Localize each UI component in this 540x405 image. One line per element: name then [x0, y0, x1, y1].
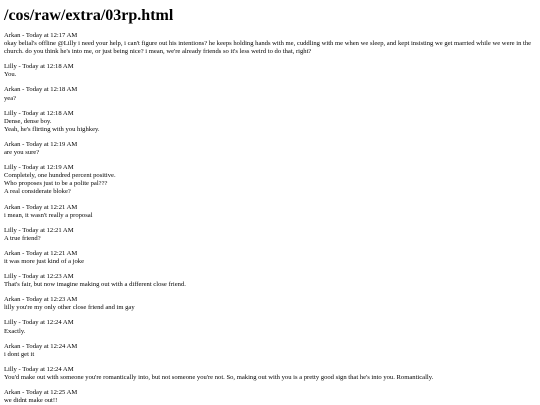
- message-text: yea?: [4, 94, 17, 102]
- message-header: Arkan - Today at 12:24 AM: [4, 342, 78, 350]
- message-text: Who proposes just to be a polite pal???: [4, 180, 108, 188]
- message-text: Completely, one hundred percent positive.: [4, 172, 116, 180]
- message-text: okay belial's offline @Lilly i need your help, i can't figure out his intentions? he keeps holding hands with me, cuddling with me when we sleep, and kept insisting we get married while we were in the church. do you think he's into me, or just being nice? i mean, we're already friends so it's less weird to do that, right?: [4, 40, 532, 56]
- chat-message: [4, 141, 536, 157]
- message-text: we didnt make out!!: [4, 397, 58, 405]
- message-header: Lilly - Today at 12:23 AM: [4, 273, 74, 281]
- message-list: [4, 32, 536, 405]
- message-text: That's fair, but now imagine making out with a different close friend.: [4, 281, 186, 289]
- message-text: Yeah, he's flirting with you highkey.: [4, 125, 100, 133]
- message-header: Lilly - Today at 12:19 AM: [4, 164, 74, 172]
- chat-message: [4, 250, 536, 266]
- chat-message: [4, 110, 536, 134]
- chat-message: [4, 273, 536, 289]
- chat-message: [4, 343, 536, 359]
- message-header: Lilly - Today at 12:24 AM: [4, 365, 74, 373]
- message-text: A true friend?: [4, 234, 41, 242]
- chat-message: [4, 296, 536, 312]
- message-text: Exactly.: [4, 327, 26, 335]
- message-text: i dont get it: [4, 350, 35, 358]
- message-header: Lilly - Today at 12:24 AM: [4, 319, 74, 327]
- chat-message: [4, 389, 536, 405]
- message-header: Lilly - Today at 12:18 AM: [4, 63, 74, 71]
- message-header: Arkan - Today at 12:25 AM: [4, 389, 78, 396]
- chat-message: [4, 86, 536, 102]
- message-header: Lilly - Today at 12:21 AM: [4, 226, 74, 234]
- message-header: Lilly - Today at 12:18 AM: [4, 109, 74, 117]
- message-header: Arkan - Today at 12:18 AM: [4, 86, 78, 94]
- chat-message: [4, 164, 536, 196]
- chat-message: [4, 204, 536, 220]
- message-text: i mean, it wasn't really a proposal: [4, 211, 93, 219]
- chat-message: [4, 32, 536, 56]
- message-header: Arkan - Today at 12:21 AM: [4, 203, 78, 211]
- message-text: it was more just kind of a joke: [4, 257, 85, 265]
- message-text: A real considerate bloke?: [4, 188, 71, 196]
- message-header: Arkan - Today at 12:23 AM: [4, 296, 78, 304]
- message-header: Arkan - Today at 12:17 AM: [4, 32, 78, 39]
- message-text: You'd make out with someone you're romantically into, but not someone you're not. So, making out with you is a pretty good sign that he's into you. Romantically.: [4, 373, 434, 381]
- page-title: /cos/raw/extra/03rp.html: [4, 7, 174, 24]
- chat-message: [4, 63, 536, 79]
- message-header: Arkan - Today at 12:19 AM: [4, 140, 78, 148]
- chat-message: [4, 366, 536, 382]
- message-text: are you sure?: [4, 149, 40, 157]
- message-text: You.: [4, 71, 17, 79]
- chat-message: [4, 319, 536, 335]
- message-text: Dense, dense boy.: [4, 117, 52, 125]
- message-header: Arkan - Today at 12:21 AM: [4, 249, 78, 257]
- chat-message: [4, 227, 536, 243]
- message-text: lilly you're my only other close friend and im gay: [4, 304, 135, 312]
